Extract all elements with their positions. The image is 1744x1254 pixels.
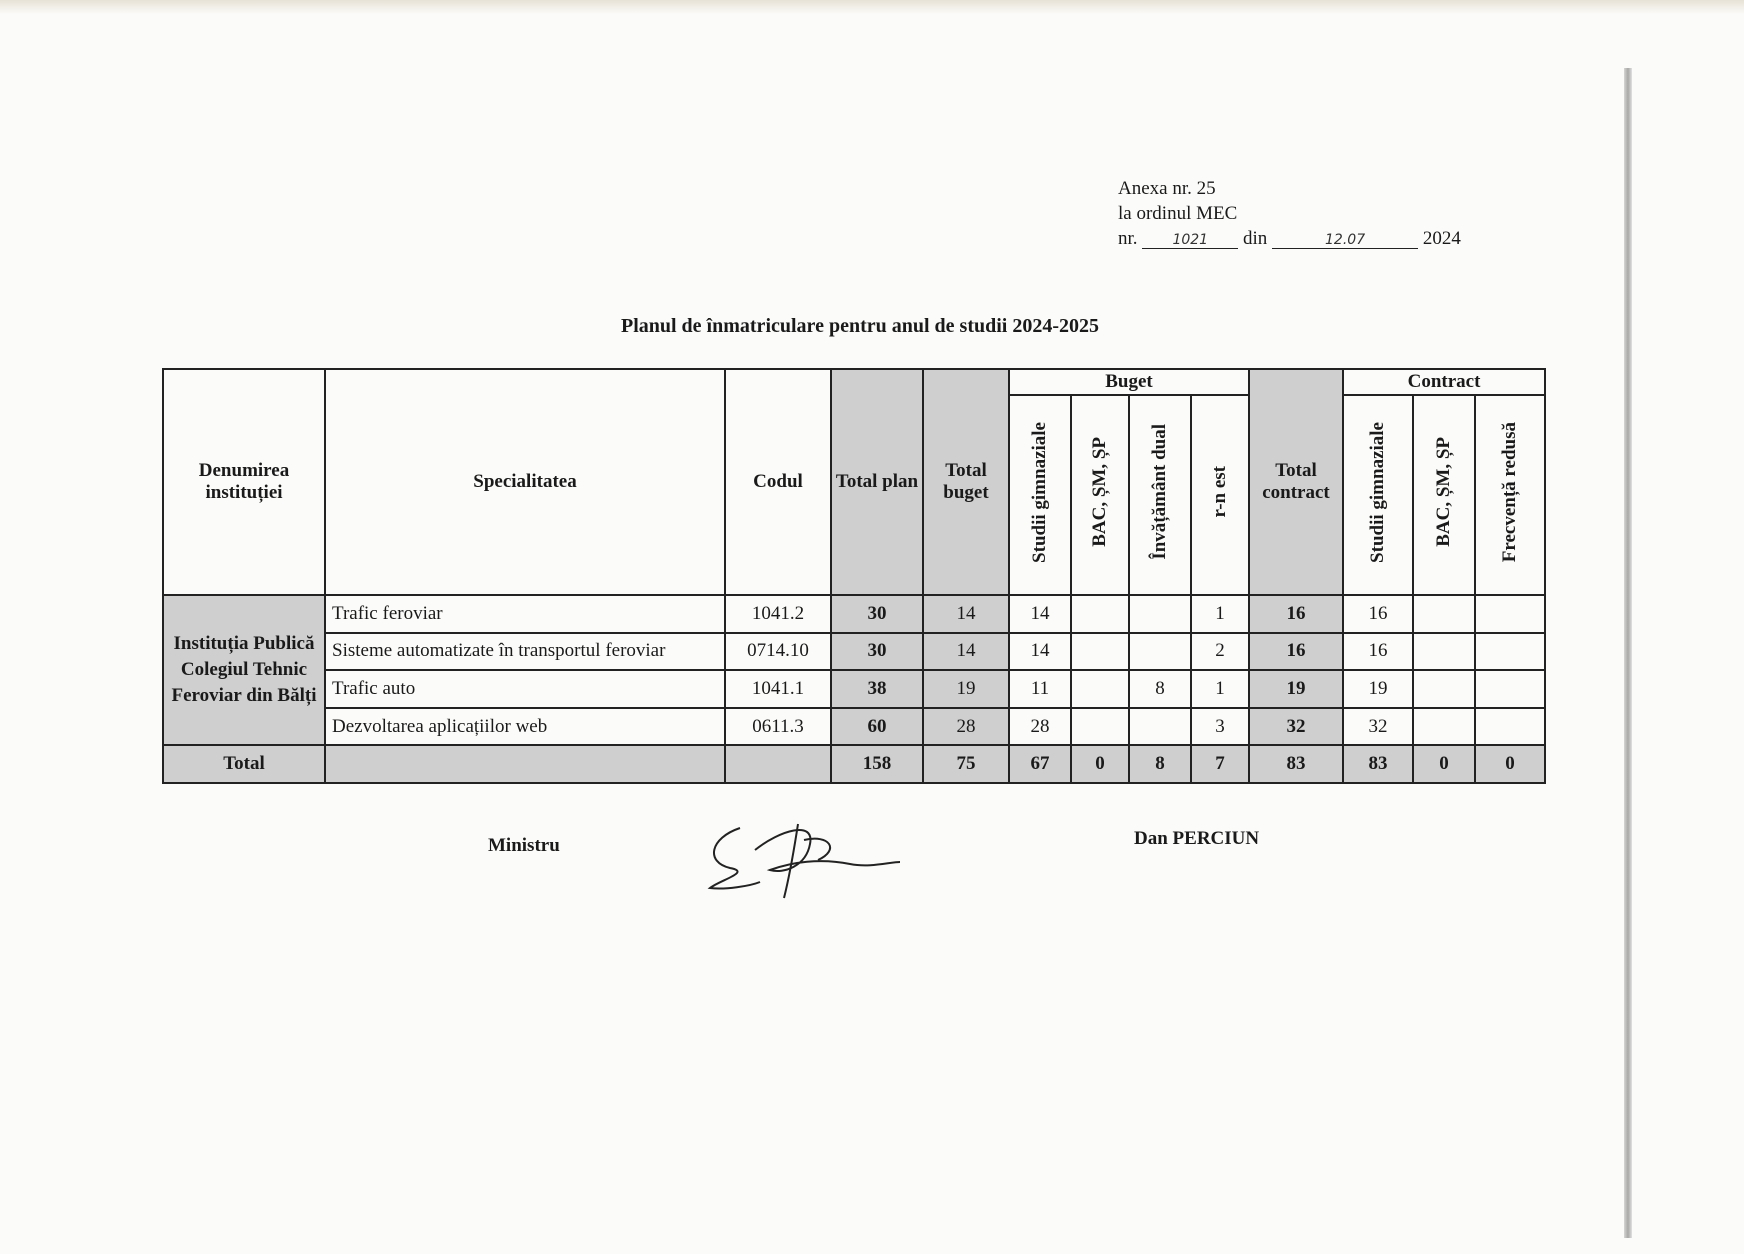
enrollment-plan-table (162, 368, 1546, 784)
row-budget-rn: 3 (1191, 708, 1249, 746)
annex-year: 2024 (1422, 228, 1461, 249)
table-row (163, 633, 1545, 671)
signatory-name: Dan PERCIUN (1134, 828, 1260, 849)
row-specialty: Trafic feroviar (325, 595, 725, 633)
row-budget-gimnaziale: 11 (1009, 670, 1071, 708)
header-total-plan: Total plan (831, 369, 923, 595)
row-code: 1041.1 (725, 670, 831, 708)
row-budget-bac (1071, 708, 1129, 746)
row-total-plan: 30 (831, 595, 923, 633)
header-budget-gimnaziale-label: Studii gimnaziale (1029, 421, 1050, 563)
row-contract-bac (1413, 670, 1475, 708)
annex-number: Anexa nr. 25 (1118, 178, 1216, 199)
row-budget-bac (1071, 670, 1129, 708)
table-row (163, 670, 1545, 708)
annex-din-label: din (1243, 228, 1268, 249)
header-budget-rn-label: r-n est (1209, 466, 1230, 518)
header-budget-gimnaziale (1009, 395, 1071, 595)
total-budget-gimnaziale: 67 (1009, 745, 1071, 783)
document-title: Planul de înmatriculare pentru anul de studii 2024-2025 (620, 315, 1099, 337)
header-row-1 (163, 369, 1545, 395)
row-budget-gimnaziale: 28 (1009, 708, 1071, 746)
row-contract-gimnaziale: 16 (1343, 595, 1413, 633)
row-specialty: Trafic auto (325, 670, 725, 708)
header-institution: Denumirea instituției (163, 369, 325, 595)
row-total-plan: 30 (831, 633, 923, 671)
signatory-role: Ministru (488, 835, 560, 856)
row-contract-gimnaziale: 16 (1343, 633, 1413, 671)
annex-date-value: 12.07 (1272, 232, 1418, 249)
row-total-plan: 38 (831, 670, 923, 708)
row-total-budget: 14 (923, 633, 1009, 671)
row-contract-bac (1413, 633, 1475, 671)
header-budget-group: Buget (1009, 369, 1249, 395)
total-label: Total (163, 745, 325, 783)
total-contract-gimnaziale: 83 (1343, 745, 1413, 783)
header-budget-bac (1071, 395, 1129, 595)
row-budget-rn: 1 (1191, 670, 1249, 708)
row-contract-bac (1413, 708, 1475, 746)
header-budget-dual-label: Învățământ dual (1149, 424, 1170, 560)
row-contract-redusa (1475, 633, 1545, 671)
row-budget-dual (1129, 633, 1191, 671)
header-budget-dual (1129, 395, 1191, 595)
row-contract-redusa (1475, 670, 1545, 708)
header-contract-redusa (1475, 395, 1545, 595)
row-total-contract: 32 (1249, 708, 1343, 746)
row-total-budget: 14 (923, 595, 1009, 633)
row-total-contract: 16 (1249, 633, 1343, 671)
table-row (163, 595, 1545, 633)
annex-order: la ordinul MEC (1118, 203, 1238, 224)
row-code: 0714.10 (725, 633, 831, 671)
row-contract-gimnaziale: 32 (1343, 708, 1413, 746)
scan-right-edge (1624, 68, 1632, 1238)
annex-header (1118, 176, 1461, 251)
total-budget: 75 (923, 745, 1009, 783)
header-contract-gimnaziale-label: Studii gimnaziale (1367, 421, 1388, 563)
total-specialty-empty (325, 745, 725, 783)
total-row (163, 745, 1545, 783)
row-code: 1041.2 (725, 595, 831, 633)
scan-top-edge (0, 0, 1744, 14)
table-row (163, 708, 1545, 746)
header-code: Codul (725, 369, 831, 595)
header-contract-bac (1413, 395, 1475, 595)
institution-name: Instituția Publică Colegiul Tehnic Feroviar din Bălți (163, 595, 325, 745)
row-code: 0611.3 (725, 708, 831, 746)
row-total-plan: 60 (831, 708, 923, 746)
row-total-contract: 19 (1249, 670, 1343, 708)
handwritten-signature (700, 810, 910, 900)
header-contract-redusa-label: Frecvență redusă (1499, 421, 1520, 563)
header-total-contract: Total contract (1249, 369, 1343, 595)
row-budget-bac (1071, 595, 1129, 633)
total-budget-rn: 7 (1191, 745, 1249, 783)
row-contract-bac (1413, 595, 1475, 633)
header-total-budget: Total buget (923, 369, 1009, 595)
row-specialty: Sisteme automatizate în transportul feroviar (325, 633, 725, 671)
row-specialty: Dezvoltarea aplicațiilor web (325, 708, 725, 746)
annex-nr-value: 1021 (1142, 232, 1238, 249)
header-contract-gimnaziale (1343, 395, 1413, 595)
row-budget-rn: 2 (1191, 633, 1249, 671)
header-budget-rn (1191, 395, 1249, 595)
annex-reference (1118, 226, 1461, 251)
total-budget-dual: 8 (1129, 745, 1191, 783)
row-contract-redusa (1475, 595, 1545, 633)
row-budget-gimnaziale: 14 (1009, 595, 1071, 633)
annex-nr-label: nr. (1118, 228, 1138, 249)
header-budget-bac-label: BAC, ȘM, ȘP (1089, 437, 1110, 547)
row-total-contract: 16 (1249, 595, 1343, 633)
total-contract-bac: 0 (1413, 745, 1475, 783)
row-contract-gimnaziale: 19 (1343, 670, 1413, 708)
row-budget-dual (1129, 708, 1191, 746)
row-total-budget: 28 (923, 708, 1009, 746)
row-budget-gimnaziale: 14 (1009, 633, 1071, 671)
total-plan: 158 (831, 745, 923, 783)
total-contract-redusa: 0 (1475, 745, 1545, 783)
total-code-empty (725, 745, 831, 783)
row-budget-bac (1071, 633, 1129, 671)
row-contract-redusa (1475, 708, 1545, 746)
row-budget-dual: 8 (1129, 670, 1191, 708)
row-total-budget: 19 (923, 670, 1009, 708)
total-budget-bac: 0 (1071, 745, 1129, 783)
header-specialty: Specialitatea (325, 369, 725, 595)
total-contract: 83 (1249, 745, 1343, 783)
header-contract-group: Contract (1343, 369, 1545, 395)
row-budget-rn: 1 (1191, 595, 1249, 633)
row-budget-dual (1129, 595, 1191, 633)
header-contract-bac-label: BAC, ȘM, ȘP (1433, 437, 1454, 547)
